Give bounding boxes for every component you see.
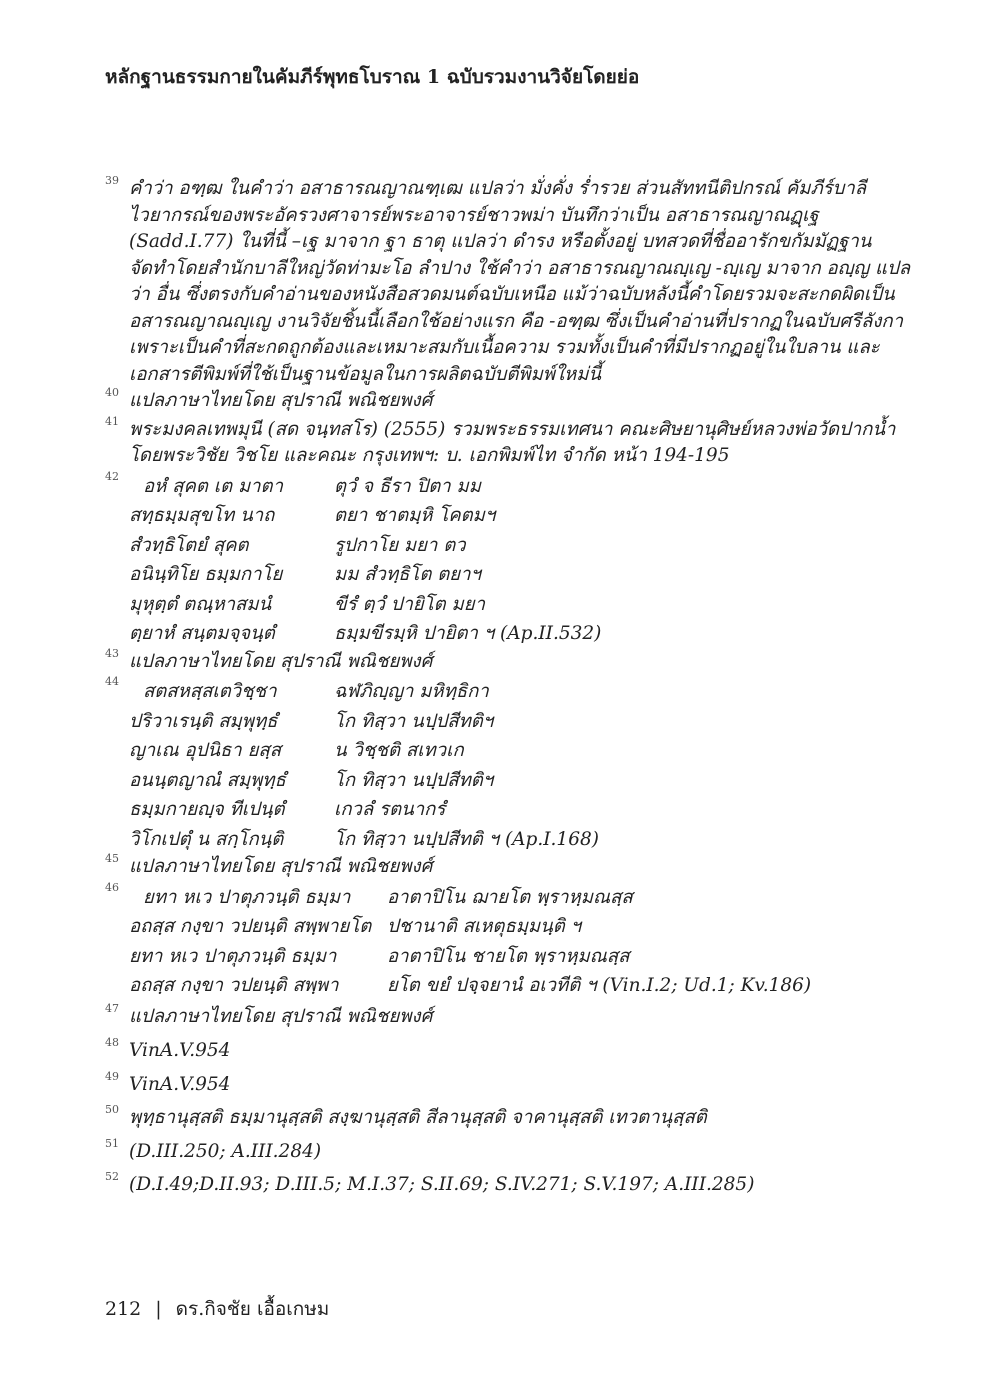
footnote-text: พุทฺธานุสฺสติ ธมฺมานุสฺสติ สงฺฆานุสฺสติ สีลานุสฺสติ จาคานุสฺสติ เทวตานุสฺสติ — [129, 1107, 707, 1128]
footnote-line: คำว่า อฑฺฒ ในคำว่า อสาธารณญาณฑฺเฒ แปลว่า มั่งคั่ง ร่ำรวย ส่วนสัททนีติปกรณ์ คัมภีร์บาลี — [129, 178, 867, 199]
verse-row — [129, 795, 905, 825]
footnote-42 — [105, 469, 905, 649]
footnote-number: 48 — [105, 1036, 119, 1049]
running-header: หลักฐานธรรมกายในคัมภีร์พุทธโบราณ 1 ฉบับรวมงานวิจัยโดยย่อ — [105, 66, 640, 88]
verse-first-half: สํวทฺธิโตยํ สุคต — [129, 534, 249, 556]
footnote-text: แปลภาษาไทยโดย สุปราณี พณิชยพงศ์ — [129, 650, 433, 672]
verse-first-half: วิโกเปตุํ น สกฺโกนฺติ — [129, 828, 284, 850]
verse-row — [129, 531, 905, 561]
footnote-line: อสารณญาณญฺเญ งานวิจัยชิ้นนี้เลือกใช้อย่างแรก คือ -อฑฺฒ ซึ่งเป็นคำอ่านที่ปรากฏในฉบับศรีลังกา — [129, 310, 903, 332]
footnote-text: แปลภาษาไทยโดย สุปราณี พณิชยพงศ์ — [129, 1005, 433, 1027]
verse-first-half: ญาเณ อุปนิธา ยสฺส — [129, 740, 282, 761]
verse-second-half: ขีรํ ตฺวํ ปายิโต มยา — [334, 593, 485, 615]
footnote-44 — [105, 677, 905, 854]
verse-second-half: ธมฺมขีรมฺหิ ปายิตา ฯ (Ap.II.532) — [334, 623, 602, 644]
verse-block — [129, 677, 905, 854]
footnote-number: 43 — [105, 646, 119, 660]
footnote-number: 40 — [105, 386, 119, 399]
footnote-number: 46 — [105, 880, 119, 894]
footnote-40 — [105, 388, 905, 415]
verse-second-half: เกวลํ รตนากรํ — [334, 799, 446, 820]
footnote-50 — [105, 1105, 905, 1132]
footnote-line: เอกสารตีพิมพ์ที่ใช้เป็นฐานข้อมูลในการผลิตฉบับตีพิมพ์ใหม่นี้ — [129, 363, 602, 385]
footnote-number: 45 — [105, 852, 119, 865]
verse-first-half: อนินฺทิโย ธมฺมกาโย — [129, 564, 283, 585]
footnote-number: 50 — [105, 1103, 119, 1116]
footnote-39 — [105, 174, 911, 388]
verse-first-half: ธมฺมกายญฺจ ทีเปนฺตํ — [129, 799, 285, 820]
footnote-number: 47 — [105, 1001, 119, 1015]
footnote-line: (Sadd.I.77) ในที่นี้ –เฐ มาจาก ฐา ธาตุ แปลว่า ดำรง หรือตั้งอยู่ บทสวดที่ชื่ออารักขกัมมัฏฐาน — [129, 231, 872, 252]
verse-first-half: สทฺธมฺมสุขโท นาถ — [129, 505, 275, 526]
verse-first-half: สตสหสฺสเตวิชฺชา — [143, 681, 277, 702]
verse-second-half: ฉฬภิญฺญา มหิทฺธิกา — [334, 681, 489, 702]
footnote-51 — [105, 1136, 905, 1166]
verse-row — [129, 736, 905, 766]
verse-block — [129, 472, 905, 649]
verse-row — [129, 677, 905, 707]
footnote-text: แปลภาษาไทยโดย สุปราณี พณิชยพงศ์ — [129, 856, 433, 877]
verse-row — [129, 472, 905, 502]
verse-row — [129, 560, 905, 590]
author-name: ดร.กิจชัย เอื้อเกษม — [175, 1298, 330, 1320]
verse-first-half: อถสฺส กงฺขา วปยนฺติ สพฺพายโต — [129, 916, 372, 937]
footnote-line: ว่า อื่น ซึ่งตรงกับคำอ่านของหนังสือสวดมนต์ฉบับเหนือ แม้ว่าฉบับหลังนี้คำโดยรวมจะสะกดผิดเป็น — [129, 284, 895, 305]
footnote-number: 39 — [105, 174, 119, 187]
verse-first-half: อนนฺตญาณํ สมฺพุทฺธํ — [129, 769, 286, 791]
verse-first-half: ยทา หเว ปาตุภวนฺติ ธมฺมา — [129, 945, 337, 967]
verse-row — [129, 590, 905, 620]
footnote-line: พระมงคลเทพมุนี (สด จนฺทสโร) (2555) รวมพระธรรมเทศนา คณะศิษยานุศิษย์หลวงพ่อวัดปากน้ำ — [129, 418, 896, 440]
footnote-46 — [105, 880, 905, 1001]
footnote-line: ไวยากรณ์ของพระอัครวงศาจารย์พระอาจารย์ชาวพม่า บันทึกว่าเป็น อสาธารณญาณฏฺเฐ — [129, 204, 819, 226]
footnote-number: 44 — [105, 675, 119, 688]
footnote-48 — [105, 1038, 905, 1065]
verse-row — [129, 942, 905, 972]
footnote-47 — [105, 1001, 905, 1031]
verse-row — [129, 883, 905, 913]
verse-first-half: อหํ สุคต เต มาตา — [143, 475, 283, 497]
verse-second-half: รูปกาโย มยา ตว — [334, 534, 466, 556]
verse-first-half: ปริวาเรนฺติ สมฺพุทฺธํ — [129, 710, 278, 732]
page-footer — [105, 1294, 329, 1324]
verse-second-half: ยโต ขยํ ปจฺจยานํ อเวทีติ ฯ (Vin.I.2; Ud.1; Kv.186) — [387, 975, 812, 996]
verse-row — [129, 707, 905, 737]
verse-first-half: ยทา หเว ปาตุภวนฺติ ธมฺมา — [143, 886, 351, 908]
verse-second-half: ตุวํ จ ธีรา ปิตา มม — [334, 475, 481, 497]
footnote-number: 52 — [105, 1170, 119, 1183]
footnote-45 — [105, 854, 905, 881]
footnote-text: (D.III.250; A.III.284) — [129, 1140, 322, 1162]
verse-row — [129, 912, 905, 942]
verse-row — [129, 501, 905, 531]
verse-block — [129, 883, 905, 1001]
footnote-number: 41 — [105, 414, 119, 428]
verse-second-half: มม สํวทฺธิโต ตยาฯ — [334, 564, 481, 585]
footnote-text: VinA.V.954 — [129, 1073, 231, 1095]
footer-separator: | — [155, 1298, 162, 1320]
footnote-number: 49 — [105, 1069, 119, 1083]
verse-second-half: โก ทิสฺวา นปฺปสีทติฯ — [334, 769, 494, 791]
verse-row — [129, 766, 905, 796]
footnote-text: แปลภาษาไทยโดย สุปราณี พณิชยพงศ์ — [129, 390, 433, 411]
footnote-52 — [105, 1172, 905, 1199]
verse-second-half: ปชานาติ สเหตุธมฺมนฺติ ฯ — [387, 916, 582, 937]
footnote-line: โดยพระวิชัย วิชโย และคณะ กรุงเทพฯ: บ. เอกพิมพ์ไท จำกัด หน้า 194-195 — [129, 445, 730, 466]
footnotes — [105, 174, 911, 1199]
footnote-49 — [105, 1069, 905, 1099]
verse-second-half: โก ทิสฺวา นปฺปสีทติฯ — [334, 710, 494, 732]
verse-first-half: มุหุตฺตํ ตณฺหาสมนํ — [129, 593, 272, 615]
verse-first-half: ตฺยาหํ สนฺตมจฺจนฺตํ — [129, 623, 275, 644]
verse-row — [129, 971, 905, 1001]
verse-second-half: โก ทิสฺวา นปฺปสีทติ ฯ (Ap.I.168) — [334, 828, 599, 850]
verse-row — [129, 825, 905, 855]
footnote-text: (D.I.49;D.II.93; D.III.5; M.I.37; S.II.69; S.IV.271; S.V.197; A.III.285) — [129, 1174, 755, 1195]
footnote-number: 42 — [105, 469, 119, 483]
verse-second-half: อาตาปิโน ชายโต พฺราหฺมณสฺส — [387, 945, 630, 967]
footnote-43 — [105, 646, 905, 676]
page-number: 212 — [105, 1298, 142, 1320]
verse-row — [129, 619, 905, 649]
footnote-text: VinA.V.954 — [129, 1040, 231, 1061]
verse-second-half: น วิชฺชติ สเทวเก — [334, 740, 464, 761]
footnote-number: 51 — [105, 1136, 119, 1150]
footnote-41 — [105, 414, 905, 470]
footnote-line: จัดทำโดยสำนักบาลีใหญ่วัดท่ามะโอ ลำปาง ใช้คำว่า อสาธารณญาณญฺเญ -ญฺเญ มาจาก อญฺญ แปล — [129, 257, 911, 279]
verse-first-half: อถสฺส กงฺขา วปยนฺติ สพฺพา — [129, 975, 339, 996]
footnote-line: เพราะเป็นคำที่สะกดถูกต้องและเหมาะสมกับเนื้อความ รวมทั้งเป็นคำที่มีปรากฏอยู่ในใบลาน และ — [129, 337, 880, 358]
verse-second-half: ตยา ชาตมฺหิ โคตมฯ — [334, 505, 496, 526]
verse-second-half: อาตาปิโน ฌายโต พฺราหฺมณสฺส — [387, 886, 633, 908]
